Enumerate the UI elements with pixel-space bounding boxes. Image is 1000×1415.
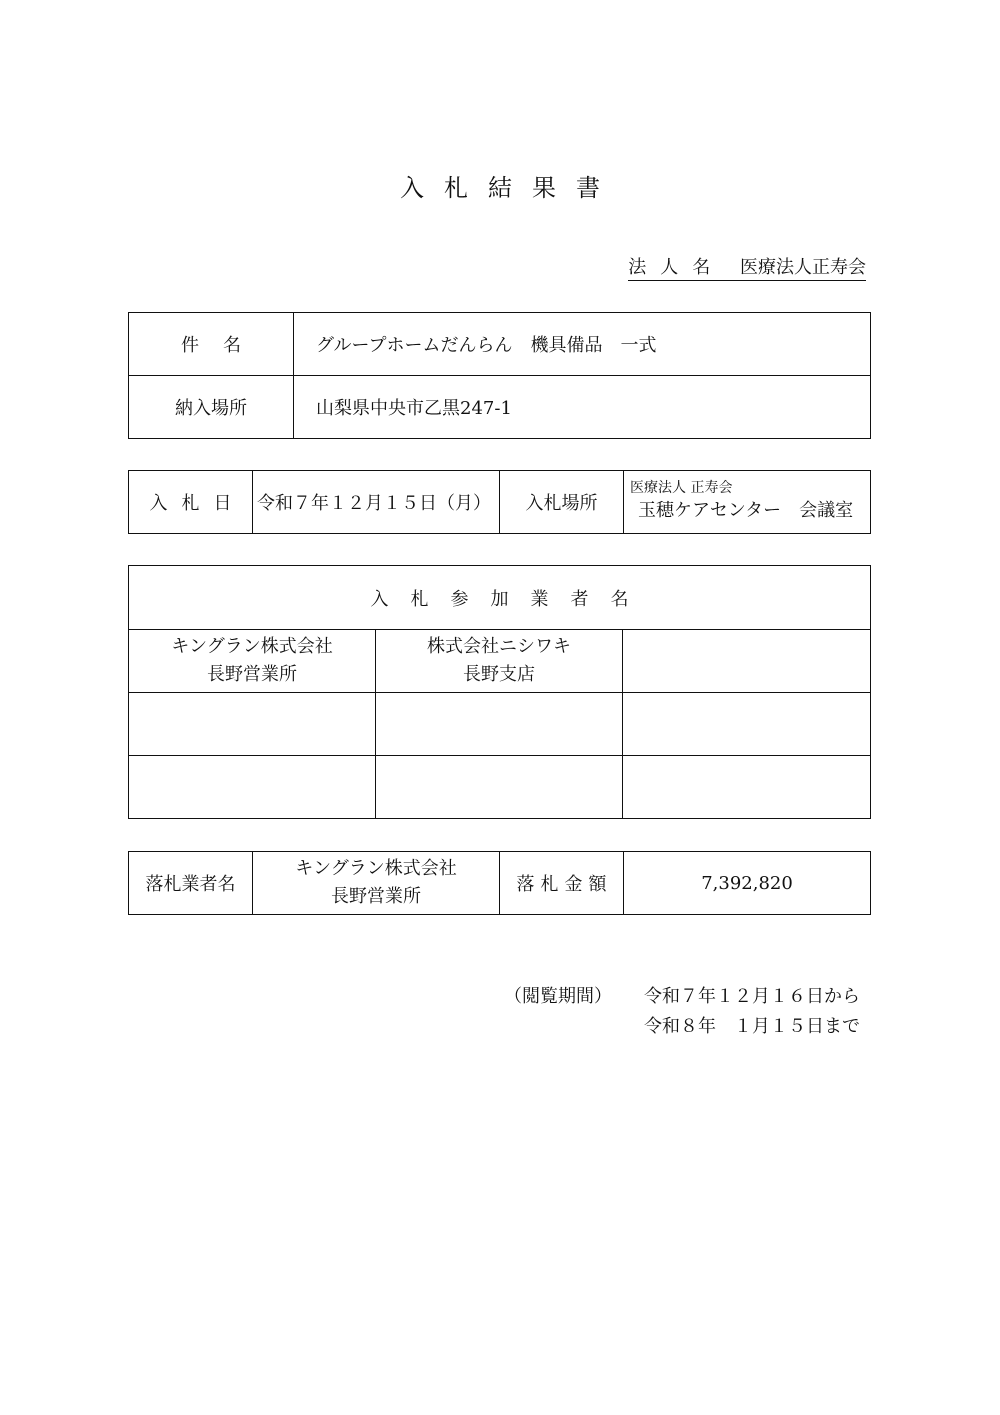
bid-place-line1: 医療法人 正寿会 — [630, 480, 733, 496]
winner-company-cell — [253, 852, 500, 915]
bid-info-row — [129, 471, 871, 534]
delivery-label: 納入場所 — [129, 376, 294, 439]
winner-row — [129, 852, 871, 915]
participant-cell — [376, 630, 623, 693]
winner-company-label: 落札業者名 — [129, 852, 253, 915]
delivery-value: 山梨県中央市乙黒247-1 — [294, 376, 871, 439]
table-row — [129, 630, 871, 693]
participant-cell — [376, 693, 623, 756]
viewing-period-dates — [644, 982, 860, 1042]
participant-cell — [623, 630, 871, 693]
participant-cell — [623, 693, 871, 756]
table-row — [129, 693, 871, 756]
winner-amount-value: 7,392,820 — [624, 852, 871, 915]
bid-place-cell — [624, 471, 871, 534]
winner-table — [128, 851, 871, 915]
participant-cell — [129, 756, 376, 819]
project-name-value: グループホームだんらん 機具備品 一式 — [294, 313, 871, 376]
participants-header-row — [129, 566, 871, 630]
participant-cell — [623, 756, 871, 819]
bid-info-table — [128, 470, 871, 534]
participants-table — [128, 565, 871, 819]
bid-place-line2: 玉穂ケアセンター 会議室 — [638, 500, 854, 521]
corporation-value: 医療法人正寿会 — [740, 257, 866, 278]
winner-amount-label: 落札金額 — [500, 852, 624, 915]
winner-company-branch: 長野営業所 — [331, 886, 421, 907]
corporation-line — [628, 253, 866, 281]
winner-company-name: キングラン株式会社 — [295, 858, 457, 879]
bid-date-label: 入札日 — [129, 471, 253, 534]
viewing-period-label: （閲覧期間） — [504, 986, 612, 1007]
viewing-period-from: 令和７年１２月１６日から — [644, 986, 860, 1007]
participant-branch: 長野支店 — [463, 664, 535, 685]
participant-cell — [376, 756, 623, 819]
project-table — [128, 312, 871, 439]
project-name-label: 件名 — [129, 313, 294, 376]
table-row — [129, 756, 871, 819]
participant-cell — [129, 693, 376, 756]
page-title: 入札結果書 — [400, 174, 620, 202]
participant-cell — [129, 630, 376, 693]
participants-header: 入札参加業者名 — [129, 566, 871, 630]
project-name-row — [129, 313, 871, 376]
bid-date-value: 令和７年１２月１５日（月） — [253, 471, 500, 534]
viewing-period-to: 令和８年 １月１５日まで — [644, 1016, 860, 1037]
participant-name: 株式会社ニシワキ — [427, 636, 571, 657]
participant-branch: 長野営業所 — [207, 664, 297, 685]
participant-name: キングラン株式会社 — [171, 636, 333, 657]
bid-place-label: 入札場所 — [500, 471, 624, 534]
corporation-label: 法人名 — [628, 257, 725, 278]
delivery-row — [129, 376, 871, 439]
